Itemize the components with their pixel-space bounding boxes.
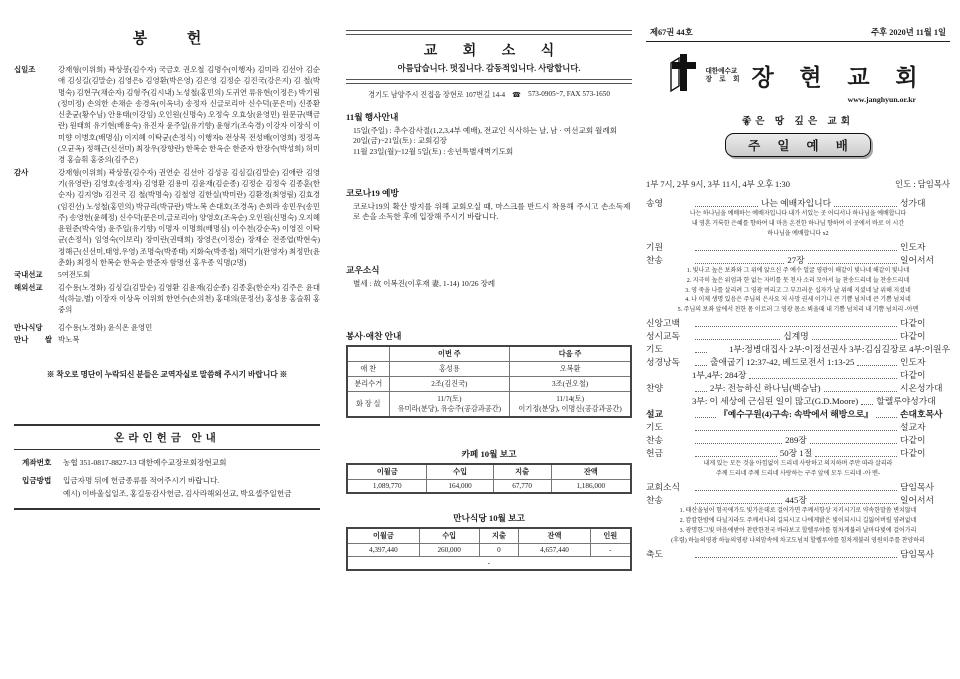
double-rule-top [346, 30, 632, 35]
order-row-sermon [646, 408, 950, 421]
order-label: 송영 [646, 198, 663, 208]
order-row-hymn27 [646, 254, 950, 267]
order-center: 289장 [785, 435, 807, 446]
dotted-leader [824, 391, 897, 392]
offering-row-domestic-mission [14, 269, 320, 280]
order-right: 일어서서 [900, 495, 935, 506]
offering-names: 김수용(노경화) 김싱길(김말순) 김영환 김윤재(김순종) 김종훈(한순자) 김주은 윤대석(하늘,별) 이장자 이상옥 이위희 한연수(손의천) 홍대의(문정선) 홍성용 홍슬휘 홍중의 [58, 282, 320, 315]
dotted-leader [815, 456, 897, 457]
order-right: 다같이 [900, 448, 926, 459]
dotted-leader [861, 404, 873, 405]
event-line: 20일(금)~21일(토) : 교회김장 [353, 136, 448, 146]
order-center: 2부: 전능하신 하나님(백승남) [710, 383, 821, 394]
order-label: 교회소식 [646, 482, 680, 493]
table-row [347, 556, 631, 570]
order-center: 445장 [785, 495, 807, 506]
members-section-title: 교우소식 [346, 265, 380, 276]
manna-note: - [347, 556, 631, 570]
offering-row-manna-rice [14, 334, 320, 345]
order-label: 기도 [646, 422, 663, 433]
order-label: 성경낭독 [646, 357, 680, 368]
order-right: 인도자 [900, 241, 926, 252]
duty-col-this-week: 이번 주 [389, 346, 510, 362]
church-logo [646, 53, 950, 98]
dotted-leader [695, 365, 707, 366]
method-example: 예시) 이바울십일조, 홍길동감사헌금, 김사라해외선교, 박요셉주일헌금 [63, 489, 292, 499]
church-url: www.janghyun.or.kr [847, 95, 916, 104]
dotted-leader [695, 490, 897, 491]
phone-icon: ☎ [512, 91, 522, 99]
order-label: 축도 [646, 548, 663, 559]
order-right: 설교자 [900, 422, 926, 433]
offering-row-tithe [14, 64, 320, 166]
method-text: 입금자명 뒤에 헌금종류를 적어주시기 바랍니다. [63, 476, 220, 486]
offering-title: 봉 헌 [132, 31, 220, 47]
denomination-text [705, 68, 739, 84]
order-right: 담임목사 [900, 548, 934, 559]
order-label: 신앙고백 [646, 318, 680, 329]
hymn-text-line: 내 영혼 거룩한 은혜를 향하여 내 마음 온전한 하나님 향하여 이 곳에서 바로 이 시간 [691, 220, 905, 227]
duty-row-name: 화 장 실 [347, 391, 389, 417]
church-address-row [346, 90, 632, 100]
cafe-header: 이월금 [347, 464, 427, 480]
offering-row-overseas-mission [14, 282, 320, 316]
dotted-leader [695, 417, 716, 418]
dotted-leader [810, 503, 897, 504]
order-label: 설교 [646, 409, 663, 420]
dotted-leader [876, 417, 897, 418]
church-phone: 573-0905~7, FAX 573-1650 [528, 90, 610, 98]
offering-label: 십일조 [14, 65, 36, 74]
order-row-doxology [646, 197, 950, 210]
dotted-leader [695, 250, 897, 251]
table-row [347, 543, 631, 556]
manna-header: 잔액 [519, 528, 590, 544]
order-right: 일어서서 [900, 254, 935, 265]
offering-column [14, 0, 320, 510]
offering-label: 국내선교 [14, 270, 43, 280]
manna-header: 이월금 [347, 528, 419, 544]
order-right: 다같이 [900, 318, 926, 329]
order-row-creed [646, 317, 950, 330]
service-times: 1부 7시, 2부 9시, 3부 11시, 4부 오후 1:30 [646, 180, 790, 189]
hymn-text-line: 3. 광명한그빛 마음에받아 찬란한천국 바라보고 할렐루야를 힘차게불러 날마다빛에 걸어가리 [679, 527, 917, 534]
order-row-anthem [646, 382, 950, 395]
duty-section-title: 봉사·애찬 안내 [346, 330, 402, 341]
table-row [347, 346, 631, 362]
order-row-scripture [646, 356, 950, 369]
offering-names: 김수용(노경화) 윤식온 윤영민 [58, 322, 153, 332]
duty-cell: 홍성용 [389, 361, 510, 376]
order-right: 시온성가대 [900, 383, 943, 394]
cafe-value: 67,770 [493, 479, 551, 493]
order-label: 기원 [646, 241, 663, 252]
table-row [347, 391, 631, 417]
dotted-leader [810, 443, 897, 444]
dotted-leader [695, 263, 784, 264]
omission-notice: ※ 착오로 명단이 누락되신 분들은 교역자실로 말씀해 주시기 바랍니다 ※ [46, 370, 288, 380]
dotted-leader [695, 503, 782, 504]
order-center: 1부:정병대집사 2부:이정선권사 3부:김심길장로 4부:이원우 [729, 344, 950, 355]
dotted-leader [812, 339, 897, 340]
account-row [22, 458, 312, 468]
order-row-anthem-3bu [646, 395, 950, 408]
hymn-text-line: 2. 캄캄한밤에 다닐지라도 주께서나의 길되시고 나에게밝은 빛이되시니 길잃어버릴 염려없네 [679, 517, 917, 524]
issue-number: 제67권 44호 [650, 28, 693, 37]
denomination-line1: 대한예수교 [705, 67, 738, 75]
table-row [347, 528, 631, 544]
manna-value: 0 [479, 543, 519, 556]
hymn-text-line: 3. 영 죽을 나를 살리려 그 영광 버리고 그 부끄러운 십자가 날 위해 지셨네 날 위해 지셨네 [685, 287, 911, 294]
order-label: 찬송 [646, 254, 663, 265]
manna-value: 260,000 [419, 543, 479, 556]
covid-body: 코로나19의 확산 방지를 위해 교회오실 때, 마스크를 반드시 착용해 주시고 손소독제로 손을 소독한 후에 입장해 주시기 바랍니다. [353, 201, 631, 222]
manna-value: - [590, 543, 631, 556]
denomination-line2: 장 로 회 [705, 75, 740, 83]
order-center: 3부: 이 세상에 근심된 일이 많고(G.D.Moore) [692, 396, 859, 407]
service-leader: 인도 : 담임목사 [894, 180, 950, 189]
order-right: 다같이 [900, 331, 926, 342]
double-rule-bottom [346, 79, 632, 84]
method-row [22, 476, 312, 486]
order-center: 십계명 [783, 331, 809, 342]
offering-row-manna-cafeteria [14, 322, 320, 333]
order-center: 1부,4부: 284장 [692, 370, 747, 381]
table-row [347, 464, 631, 480]
church-name: 장 현 교 회 [751, 65, 928, 90]
order-center: 50장 1절 [779, 448, 813, 459]
table-row [347, 479, 631, 493]
hymn-text-line: 1. 태산을넘어 험곡에가도 빛가운데로 걸어가면 주께서항상 지키시기로 약속한말씀 변치않네 [679, 508, 917, 515]
hymn-text-line: 하나님을 예배합니다 x2 [767, 230, 829, 237]
duty-col-blank [347, 346, 389, 362]
offering-names: 강재형(이위희) 곽상봉(김수자) 권연순 김선아 김성공 김심길(김말순) 김애란 김영기(유영란) 김영호(송정자) 김영환 김용미 김윤재(김순종) 김정순 김정숙 김종훈(한순자) 김지영b 김진국 김 철(박명숙) 김철영 김한실(박미란) 김환경(최영림) 김효경(임진선) 노성철(홍민의) 박규리(박규란) 박노복 손대호(조경옥) 손희라 송민우(송민주) 송영헌(윤혜정) 신수덕(문은미,글로리아) 양영호(조옥순) 오인원(신명숙) 오지혜 윤원준(박숙영) 윤주일(유기향) 이명자 이명희(배명심) 이수천(강순옥) 이영진 이탁균(손정식) 임영숙(이보리) 장미란(권태희) 장영은(이정순) 장재순 전종엽(박현숙) 정해근(신선미,태영,우영) 조명숙(박종태) 지화숙(박종철) 채덕기(완영자) 최정만(윤춘화) 최정식 한복순 한옥순 한준자 함명선 홍우종 익명(2명) [58, 167, 320, 268]
dotted-leader [808, 263, 897, 264]
church-slogan: 좋은 땅 깊은 교회 [741, 116, 855, 127]
events-section-title: 11월 행사안내 [346, 112, 399, 122]
order-center: 27장 [787, 254, 805, 265]
sunday-worship-badge: 주 일 예 배 [725, 133, 871, 157]
worship-column [646, 0, 950, 561]
cafe-header: 수입 [427, 464, 493, 480]
order-label: 헌금 [646, 448, 663, 459]
offering-label: 해외선교 [14, 282, 43, 292]
table-row [347, 361, 631, 376]
dotted-leader [695, 456, 777, 457]
dotted-leader [695, 443, 782, 444]
dotted-leader [834, 206, 897, 207]
dotted-leader [695, 430, 897, 431]
service-times-row [646, 178, 950, 190]
covid-section-title: 코로나19 예방 [346, 187, 399, 198]
online-giving-title: 온라인헌금 안내 [14, 430, 320, 450]
duty-names: 이기정(분당), 이명신(공감과공간) [518, 404, 622, 413]
cafe-report-table [346, 463, 632, 494]
hymn-text-line: (후렴) 하늘의영광 하늘의영광 나의맘속에 차고도넘쳐 할렐루야를 힘차게불러 영원히주를 찬양하리 [671, 537, 925, 544]
church-news-column [346, 0, 632, 571]
cafe-report-title: 카페 10월 보고 [461, 448, 517, 459]
cafe-header: 잔액 [551, 464, 631, 480]
offering-label: 만나 쌀 [14, 334, 52, 344]
issue-date: 주후 2020년 11월 1일 [871, 28, 946, 37]
service-box-wrap [646, 133, 950, 157]
account-label: 계좌번호 [22, 458, 52, 468]
order-right: 성가대 [900, 198, 926, 208]
order-row-hymn445 [646, 494, 950, 507]
news-title: 교 회 소 식 [423, 44, 566, 59]
offering-list [14, 64, 320, 345]
dotted-leader [695, 391, 707, 392]
order-right: 다같이 [900, 370, 926, 381]
hymn-text-line: 5. 주님의 보좌 앞에서 천한 몸 이르러 그 영광 몸소 뵈올때 내 기쁨 넘치리 내 기쁨 넘치리 -아멘 [677, 307, 919, 314]
manna-report-table [346, 527, 632, 571]
duty-names: 유미라(분당), 유승주(공감과공간) [397, 404, 502, 413]
cafe-value: 164,000 [427, 479, 493, 493]
duty-cell [510, 391, 631, 417]
hymn-text-line: 4. 나 이제 생명 있음은 주님의 은사요 저 사망 권세 이기니 큰 기쁨 넘치네 큰 기쁨 넘치네 [685, 297, 911, 304]
event-line: 15일(주일) : 추수감사절(1,2,3,4부 예배), 전교인 식사하는 날, 남 · 여선교회 월례회 [353, 126, 618, 135]
order-row-offering [646, 447, 950, 460]
order-label: 찬양 [646, 383, 663, 394]
dotted-leader [695, 557, 897, 558]
duty-cell [389, 391, 510, 417]
members-body: 별세 : 故 이복진(이후재 妻, 1-14) 10/26 장례 [353, 279, 496, 289]
table-row [347, 376, 631, 391]
dotted-leader [695, 326, 897, 327]
manna-header: 지출 [479, 528, 519, 544]
account-number: 농협 351-0817-8827-13 대한예수교장로회장현교회 [63, 458, 227, 468]
order-right: 할렐루야성가대 [876, 396, 936, 407]
order-right: 담임목사 [900, 482, 934, 493]
manna-header: 수입 [419, 528, 479, 544]
duty-row-name: 분리수거 [347, 376, 389, 391]
offering-names: 박노복 [58, 334, 80, 344]
masthead-row [646, 26, 950, 42]
order-row-hymn284 [646, 369, 950, 382]
offering-label: 감사 [14, 167, 29, 177]
offering-names: 강재형(이위희) 곽상봉(김수자) 국금호 권오철 김명수(이행자) 김미라 김선아 김순애 김싱길(김말순) 김영은b 김영환(박은영) 김은영 김정순 김진국(강은지) 김 철(박명숙) 김현구(채순자) 김형주(김시내) 노성철(홍민의) 도귀연 류유현(이정은) 박기림(정미정) 손의한 손채순 송경옥(이옥녀) 송정자 신글로리아 신수덕(문은미) 신종환 신춘균(황수님) 안용태(이강임) 오인원(신명숙) 오정숙 오효상(윤영민) 원문규(백금란) 원태희 유기현(배용숙) 유진자 윤주일(유기향) 윤형기(조숙경) 이강자 이장식 이미향 이병호(배명심) 이지혜 이탁균(손정식) 이행자b 전상목 전성배(이영희) 정정옥(오균옥) 정해근(신선미) 최장우(장향란) 한복순 한옥순 한준자 한장수(박성희) 허미경 홍슬휘 홍중의(김주은) [58, 65, 320, 165]
dotted-leader [695, 206, 758, 207]
duty-cell: 2조(김진국) [389, 376, 510, 391]
order-row-announcements [646, 481, 950, 494]
order-center: 나는 예배자입니다 [760, 198, 832, 208]
manna-report-title: 만나식당 10월 보고 [453, 512, 525, 523]
dotted-leader [857, 365, 897, 366]
dotted-leader [695, 339, 780, 340]
news-slogan: 아름답습니다. 멋집니다. 감동적입니다. 사랑합니다. [397, 64, 581, 73]
order-label: 찬송 [646, 435, 663, 446]
offering-names: 5여전도회 [58, 270, 91, 280]
order-row-prayer-leaders [646, 343, 950, 356]
duty-col-next-week: 다음 주 [510, 346, 631, 362]
manna-value: 4,397,440 [347, 543, 419, 556]
offering-row-thanks [14, 167, 320, 269]
church-address: 경기도 남양주시 진접읍 장현로 107번길 14-4 [368, 91, 506, 99]
duty-cell: 3조(권오철) [510, 376, 631, 391]
order-row-responsive-reading [646, 330, 950, 343]
hymn-text-line: 내게 있는 모든 것을 아낌없이 드리네 사랑하고 의지하며 주만 따라 살리라 [703, 461, 893, 468]
duty-cell: 오복환 [510, 361, 631, 376]
manna-value: 4,657,440 [519, 543, 590, 556]
cafe-header: 지출 [493, 464, 551, 480]
duty-row-name: 애 찬 [347, 361, 389, 376]
order-center: 출애굽기 12:37-42, 베드로전서 1:13-25 [710, 357, 855, 368]
cafe-value: 1,186,000 [551, 479, 631, 493]
sermon-title: 『예수구원(4)구속: 속박에서 해방으로』 [718, 409, 874, 420]
order-row-hymn289 [646, 434, 950, 447]
dotted-leader [695, 352, 707, 353]
duty-table [346, 345, 632, 418]
offering-label: 만나식당 [14, 322, 43, 332]
order-right: 다같이 [900, 435, 926, 446]
order-label: 찬송 [646, 495, 663, 506]
order-label: 성시교독 [646, 331, 680, 342]
cross-icon [668, 53, 698, 98]
order-right: 손대호목사 [900, 409, 943, 420]
order-right: 인도자 [900, 357, 926, 368]
hymn-text-line: 나는 하나님을 예배하는 예배자입니다 내가 서있는 곳 어디서나 하나님을 예배합니다 [689, 211, 907, 217]
order-row-invocation [646, 241, 950, 254]
order-row-prayer [646, 421, 950, 434]
online-giving-box [14, 424, 320, 510]
hymn-text-line: 2. 지극히 높은 위엄과 한 없는 자비를 뭇 천사 소리 모아서 늘 찬송드리네 늘 찬송드리네 [686, 277, 910, 284]
duty-date: 11/7(토) [437, 394, 462, 403]
order-label: 기도 [646, 344, 663, 355]
duty-date: 11/14(토) [556, 394, 585, 403]
event-line: 11월 23일(월)~12월 5일(토) : 송년특별새벽기도회 [353, 146, 514, 156]
dotted-leader [749, 378, 897, 379]
manna-header: 인원 [590, 528, 631, 544]
cafe-value: 1,089,770 [347, 479, 427, 493]
method-label: 입금방법 [22, 476, 52, 486]
worship-order [646, 197, 950, 561]
hymn-text-line: 주께 드리네 주께 드리네 사랑하는 구주 앞에 모두 드리네 -아 멘- [716, 471, 880, 478]
order-row-benediction [646, 548, 950, 561]
hymn-text-line: 1. 빛나고 높은 보좌와 그 위에 앉으신 주 예수 얼굴 영광이 해같이 빛나네 해같이 빛나네 [686, 267, 910, 274]
